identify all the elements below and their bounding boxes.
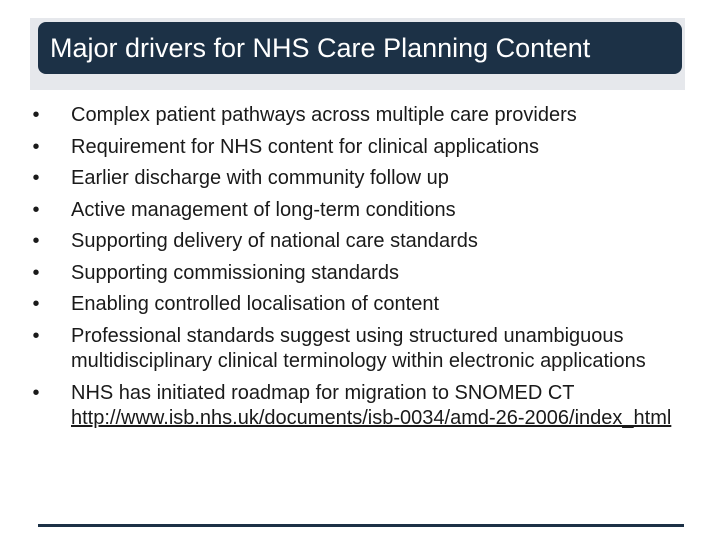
bullet-dot: • bbox=[32, 104, 40, 126]
bullet-item bbox=[30, 198, 690, 224]
bullet-text: NHS has initiated roadmap for migration to SNOMED CT bbox=[71, 381, 575, 404]
bullet-dot: • bbox=[32, 198, 40, 221]
isb-document-link[interactable]: http://www.isb.nhs.uk/documents/isb-0034/amd-26-2006/index_html bbox=[71, 407, 672, 429]
bullet-item bbox=[30, 381, 690, 432]
bullet-dot: • bbox=[32, 167, 40, 189]
bullet-item bbox=[30, 166, 690, 192]
bullet-item bbox=[30, 261, 690, 287]
bullet-item bbox=[30, 292, 690, 318]
bullet-text: Earlier discharge with community follow up bbox=[71, 167, 449, 189]
bullet-text: Enabling controlled localisation of content bbox=[71, 293, 440, 315]
bullet-dot: • bbox=[32, 135, 40, 158]
slide-title: Major drivers for NHS Care Planning Content bbox=[50, 32, 591, 63]
bullet-dot: • bbox=[32, 261, 40, 284]
bullet-text: Complex patient pathways across multiple care providers bbox=[71, 104, 577, 126]
bullet-dot: • bbox=[32, 293, 40, 315]
bullet-text: Supporting commissioning standards bbox=[71, 261, 399, 284]
bullet-text: Requirement for NHS content for clinical applications bbox=[71, 135, 539, 158]
bullet-text: Active management of long-term conditions bbox=[71, 198, 456, 221]
bullet-item bbox=[30, 103, 690, 129]
title-bar bbox=[38, 22, 682, 74]
bullet-list bbox=[30, 97, 690, 432]
bullet-text: Supporting delivery of national care standards bbox=[71, 230, 478, 252]
bullet-item bbox=[30, 135, 690, 161]
bullet-dot: • bbox=[32, 324, 40, 347]
bullet-dot: • bbox=[32, 381, 40, 404]
bottom-divider bbox=[38, 524, 684, 527]
bullet-item bbox=[30, 324, 690, 375]
bullet-text: Professional standards suggest using structured unambiguous multidisciplinary clinical terminology within electronic applications bbox=[71, 324, 646, 372]
bullet-dot: • bbox=[32, 230, 40, 252]
bullet-item bbox=[30, 229, 690, 255]
